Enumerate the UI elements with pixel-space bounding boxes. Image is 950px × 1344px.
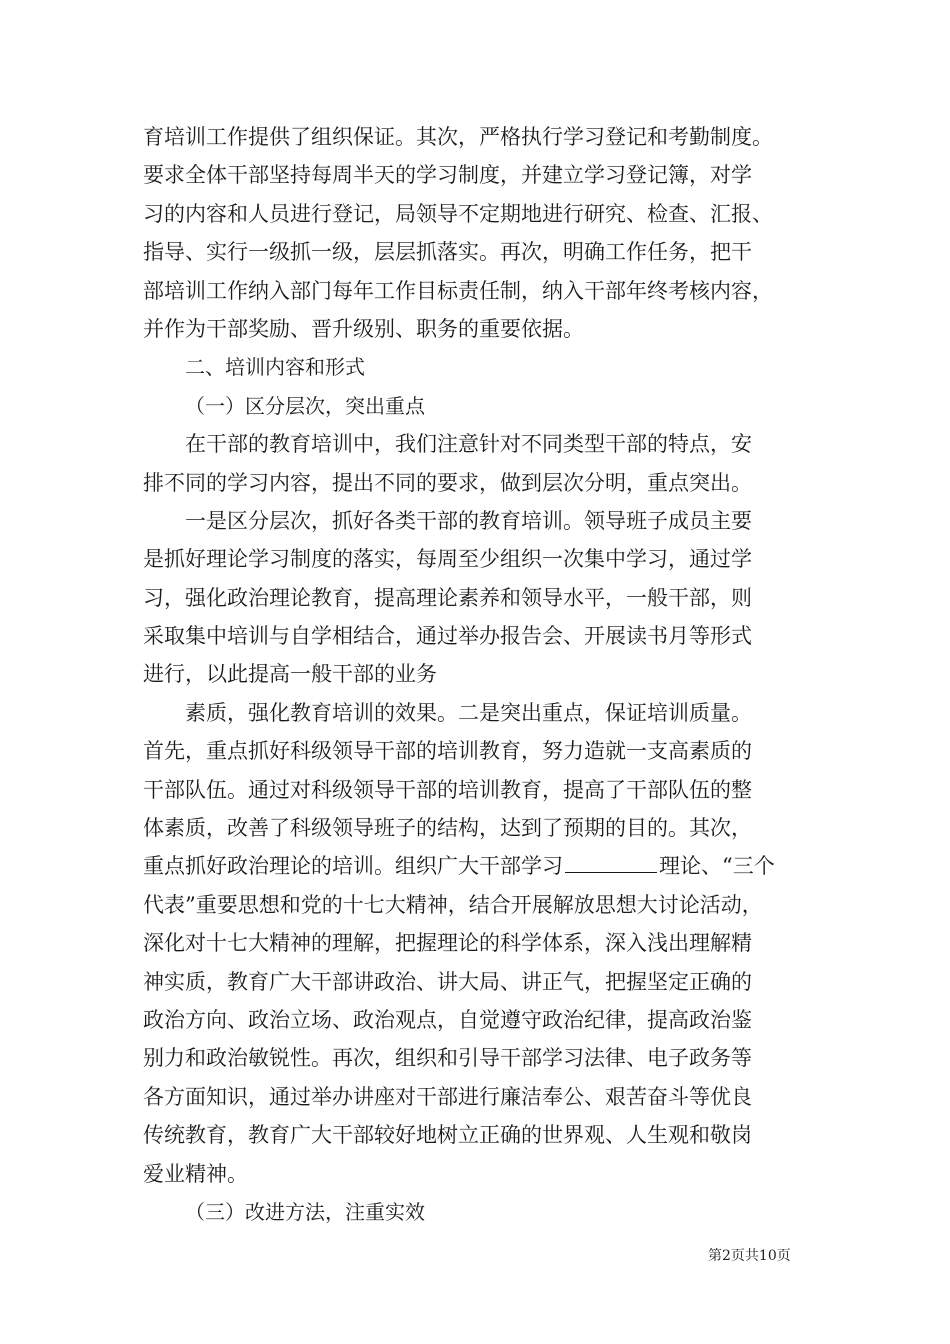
text-line: 部培训工作纳入部门每年工作目标责任制，纳入干部年终考核内容， (143, 278, 773, 303)
text-line: 爱业精神。 (143, 1161, 248, 1186)
page-number: 第2页共10页 (708, 1248, 791, 1264)
text-line: 别力和政治敏锐性。再次，组织和引导干部学习法律、电子政务等 (143, 1046, 752, 1071)
text-line: 并作为干部奖励、晋升级别、职务的重要依据。 (143, 316, 584, 341)
text-line: 各方面知识，通过举办讲座对干部进行廉洁奉公、艰苦奋斗等优良 (143, 1084, 752, 1109)
subsection-heading: （一）区分层次，突出重点 (185, 393, 425, 418)
paragraph-first-line: 一是区分层次，抓好各类干部的教育培训。领导班子成员主要 (185, 508, 752, 533)
text-line: 排不同的学习内容，提出不同的要求，做到层次分明，重点突出。 (143, 470, 752, 495)
text-line: 习的内容和人员进行登记，局领导不定期地进行研究、检查、汇报、 (143, 201, 773, 226)
section-heading: 二、培训内容和形式 (185, 355, 365, 380)
text-line: 传统教育，教育广大干部较好地树立正确的世界观、人生观和敬岗 (143, 1123, 752, 1148)
text-line: 育培训工作提供了组织保证。其次，严格执行学习登记和考勤制度。 (143, 125, 773, 149)
paragraph-first-line: 素质，强化教育培训的效果。二是突出重点，保证培训质量。 (185, 700, 752, 725)
text-line: 体素质，改善了科级领导班子的结构，达到了预期的目的。其次， (143, 816, 752, 841)
paragraph-first-line: 在干部的教育培训中，我们注意针对不同类型干部的特点，安 (185, 432, 752, 457)
text-line-with-blank (143, 847, 823, 885)
text-line: 要求全体干部坚持每周半天的学习制度，并建立学习登记簿，对学 (143, 163, 752, 188)
text-line: 指导、实行一级抓一级，层层抓落实。再次，明确工作任务，把干 (143, 240, 752, 265)
document-body (143, 118, 823, 1231)
text-line: 是抓好理论学习制度的落实，每周至少组织一次集中学习，通过学 (143, 547, 752, 572)
text-line: 政治方向、政治立场、政治观点，自觉遵守政治纪律，提高政治鉴 (143, 1007, 752, 1032)
text-line: 进行，以此提高一般干部的业务 (143, 662, 437, 687)
text-line: 习，强化政治理论教育，提高理论素养和领导水平，一般干部，则 (143, 585, 752, 610)
subsection-heading: （三）改进方法，注重实效 (185, 1199, 425, 1224)
text-segment: 理论、“三个 (659, 854, 775, 879)
text-line: 干部队伍。通过对科级领导干部的培训教育，提高了干部队伍的整 (143, 777, 752, 802)
fill-in-blank (565, 852, 657, 873)
text-line: 神实质，教育广大干部讲政治、讲大局、讲正气，把握坚定正确的 (143, 969, 752, 994)
text-line: 代表”重要思想和党的十七大精神，结合开展解放思想大讨论活动， (143, 892, 763, 917)
text-line: 深化对十七大精神的理解，把握理论的科学体系，深入浅出理解精 (143, 931, 752, 956)
text-line: 首先，重点抓好科级领导干部的培训教育，努力造就一支高素质的 (143, 739, 752, 764)
text-segment: 重点抓好政治理论的培训。组织广大干部学习 (143, 854, 563, 879)
text-line: 采取集中培训与自学相结合，通过举办报告会、开展读书月等形式 (143, 624, 752, 649)
